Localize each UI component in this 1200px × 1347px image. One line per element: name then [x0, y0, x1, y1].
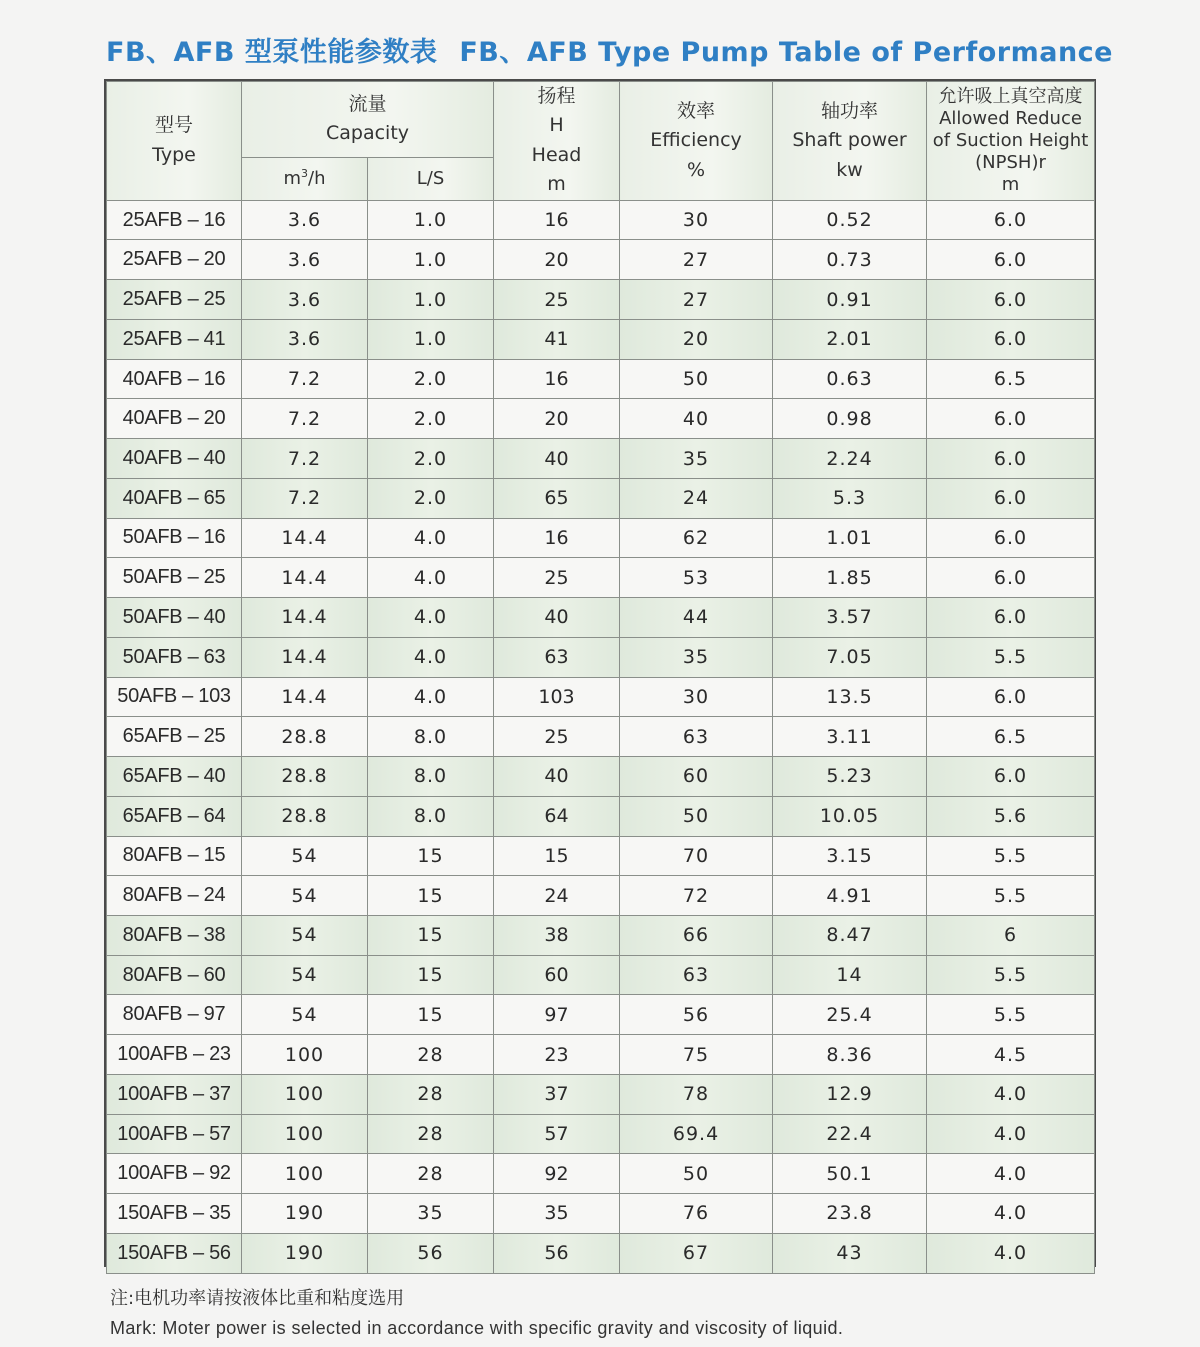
table-row [107, 1074, 1095, 1114]
header-shaft-power [773, 82, 927, 201]
cell-type: 80AFB – 97 [107, 995, 242, 1035]
cell-efficiency: 50 [620, 1154, 773, 1194]
cell-capacity-ls: 8.0 [368, 796, 494, 836]
table-row [107, 836, 1095, 876]
header-efficiency-en: Efficiency [650, 129, 742, 152]
note-cn: 注:电机功率请按液体比重和粘度选用 [110, 1288, 405, 1309]
cell-head: 40 [494, 439, 620, 479]
cell-capacity-ls: 1.0 [368, 319, 494, 359]
cell-head: 57 [494, 1114, 620, 1154]
table-row [107, 558, 1095, 598]
cell-npsh: 5.5 [927, 876, 1095, 916]
cell-capacity-m3h: 14.4 [242, 637, 368, 677]
cell-type: 50AFB – 63 [107, 637, 242, 677]
cell-capacity-m3h: 100 [242, 1114, 368, 1154]
cell-npsh: 4.0 [927, 1154, 1095, 1194]
cell-type: 40AFB – 16 [107, 359, 242, 399]
cell-capacity-m3h: 54 [242, 876, 368, 916]
header-head-symbol: H [549, 114, 564, 137]
cell-efficiency: 69.4 [620, 1114, 773, 1154]
header-shaft-power-cn: 轴功率 [821, 99, 879, 122]
header-type-en: Type [152, 143, 196, 166]
cell-type: 80AFB – 24 [107, 876, 242, 916]
cell-efficiency: 27 [620, 240, 773, 280]
cell-efficiency: 62 [620, 518, 773, 558]
page-title [106, 30, 1113, 69]
cell-type: 80AFB – 15 [107, 836, 242, 876]
cell-efficiency: 53 [620, 558, 773, 598]
performance-table-container [104, 79, 1096, 1267]
cell-capacity-m3h: 3.6 [242, 200, 368, 240]
cell-head: 97 [494, 995, 620, 1035]
cell-capacity-ls: 2.0 [368, 439, 494, 479]
cell-shaft-power: 50.1 [773, 1154, 927, 1194]
header-efficiency-cn: 效率 [677, 99, 716, 122]
cell-shaft-power: 8.47 [773, 915, 927, 955]
cell-npsh: 6.5 [927, 717, 1095, 757]
cell-shaft-power: 0.98 [773, 399, 927, 439]
unit-m-base: m [283, 167, 302, 189]
cell-type: 50AFB – 40 [107, 598, 242, 638]
header-capacity-ls: L/S [368, 157, 494, 200]
cell-shaft-power: 3.15 [773, 836, 927, 876]
cell-head: 63 [494, 637, 620, 677]
cell-capacity-ls: 28 [368, 1074, 494, 1114]
cell-npsh: 4.0 [927, 1233, 1095, 1273]
cell-type: 65AFB – 40 [107, 757, 242, 797]
cell-head: 64 [494, 796, 620, 836]
cell-type: 25AFB – 20 [107, 240, 242, 280]
cell-shaft-power: 0.73 [773, 240, 927, 280]
cell-capacity-m3h: 14.4 [242, 598, 368, 638]
cell-efficiency: 60 [620, 757, 773, 797]
cell-type: 25AFB – 41 [107, 319, 242, 359]
cell-efficiency: 63 [620, 717, 773, 757]
cell-efficiency: 66 [620, 915, 773, 955]
performance-table [106, 81, 1095, 1274]
table-row [107, 915, 1095, 955]
cell-efficiency: 24 [620, 478, 773, 518]
cell-npsh: 6.0 [927, 399, 1095, 439]
header-capacity-m3h [242, 157, 368, 200]
cell-efficiency: 44 [620, 598, 773, 638]
header-head-en: Head [531, 143, 582, 166]
cell-capacity-m3h: 54 [242, 995, 368, 1035]
cell-capacity-m3h: 7.2 [242, 399, 368, 439]
cell-capacity-ls: 15 [368, 876, 494, 916]
cell-shaft-power: 14 [773, 955, 927, 995]
table-row [107, 1114, 1095, 1154]
table-row [107, 200, 1095, 240]
page-title-cn: FB、AFB 型泵性能参数表 [106, 37, 438, 68]
header-head-cn: 扬程 [537, 85, 576, 107]
cell-shaft-power: 1.01 [773, 518, 927, 558]
cell-head: 20 [494, 240, 620, 280]
unit-m-tail: /h [308, 167, 326, 189]
cell-type: 25AFB – 16 [107, 200, 242, 240]
cell-capacity-ls: 4.0 [368, 677, 494, 717]
header-shaft-power-unit: kw [836, 158, 863, 181]
cell-shaft-power: 3.57 [773, 598, 927, 638]
cell-capacity-ls: 28 [368, 1035, 494, 1075]
cell-shaft-power: 25.4 [773, 995, 927, 1035]
cell-efficiency: 40 [620, 399, 773, 439]
cell-shaft-power: 2.01 [773, 319, 927, 359]
cell-npsh: 6.0 [927, 240, 1095, 280]
cell-efficiency: 20 [620, 319, 773, 359]
cell-shaft-power: 8.36 [773, 1035, 927, 1075]
cell-npsh: 6.0 [927, 757, 1095, 797]
header-npsh-en-line3: (NPSH)r [975, 151, 1046, 173]
cell-capacity-ls: 15 [368, 995, 494, 1035]
cell-head: 25 [494, 280, 620, 320]
cell-npsh: 6.0 [927, 280, 1095, 320]
cell-type: 150AFB – 56 [107, 1233, 242, 1273]
cell-capacity-m3h: 14.4 [242, 518, 368, 558]
table-row [107, 995, 1095, 1035]
cell-npsh: 5.5 [927, 836, 1095, 876]
table-row [107, 319, 1095, 359]
cell-npsh: 6.0 [927, 319, 1095, 359]
cell-shaft-power: 0.91 [773, 280, 927, 320]
header-capacity [242, 82, 494, 158]
cell-capacity-m3h: 7.2 [242, 478, 368, 518]
cell-type: 100AFB – 57 [107, 1114, 242, 1154]
cell-efficiency: 35 [620, 439, 773, 479]
cell-npsh: 5.5 [927, 955, 1095, 995]
cell-head: 25 [494, 717, 620, 757]
table-row [107, 439, 1095, 479]
table-row [107, 478, 1095, 518]
cell-head: 16 [494, 518, 620, 558]
table-row [107, 1194, 1095, 1234]
table-row [107, 1233, 1095, 1273]
cell-capacity-m3h: 28.8 [242, 796, 368, 836]
table-body [107, 200, 1095, 1273]
header-npsh [927, 82, 1095, 201]
header-type [107, 82, 242, 201]
header-type-cn: 型号 [154, 114, 193, 137]
cell-shaft-power: 10.05 [773, 796, 927, 836]
cell-capacity-ls: 4.0 [368, 637, 494, 677]
table-row [107, 717, 1095, 757]
header-npsh-unit: m [1001, 173, 1020, 195]
cell-capacity-ls: 4.0 [368, 598, 494, 638]
cell-shaft-power: 3.11 [773, 717, 927, 757]
cell-type: 40AFB – 65 [107, 478, 242, 518]
cell-type: 25AFB – 25 [107, 280, 242, 320]
table-row [107, 757, 1095, 797]
cell-head: 92 [494, 1154, 620, 1194]
cell-capacity-ls: 2.0 [368, 478, 494, 518]
table-row [107, 399, 1095, 439]
cell-head: 56 [494, 1233, 620, 1273]
cell-shaft-power: 1.85 [773, 558, 927, 598]
cell-head: 37 [494, 1074, 620, 1114]
cell-type: 40AFB – 40 [107, 439, 242, 479]
cell-efficiency: 70 [620, 836, 773, 876]
cell-head: 65 [494, 478, 620, 518]
cell-npsh: 4.0 [927, 1074, 1095, 1114]
cell-capacity-m3h: 28.8 [242, 717, 368, 757]
cell-npsh: 6.0 [927, 439, 1095, 479]
cell-head: 20 [494, 399, 620, 439]
cell-npsh: 6.0 [927, 478, 1095, 518]
cell-head: 16 [494, 200, 620, 240]
table-row [107, 637, 1095, 677]
table-row [107, 280, 1095, 320]
header-efficiency [620, 82, 773, 201]
table-row [107, 1154, 1095, 1194]
cell-type: 50AFB – 16 [107, 518, 242, 558]
cell-capacity-m3h: 3.6 [242, 240, 368, 280]
cell-head: 40 [494, 757, 620, 797]
cell-head: 60 [494, 955, 620, 995]
cell-shaft-power: 23.8 [773, 1194, 927, 1234]
cell-efficiency: 50 [620, 796, 773, 836]
cell-shaft-power: 12.9 [773, 1074, 927, 1114]
cell-type: 50AFB – 103 [107, 677, 242, 717]
cell-head: 40 [494, 598, 620, 638]
cell-type: 40AFB – 20 [107, 399, 242, 439]
header-efficiency-unit: % [686, 158, 706, 181]
cell-shaft-power: 5.3 [773, 478, 927, 518]
cell-efficiency: 50 [620, 359, 773, 399]
cell-head: 16 [494, 359, 620, 399]
cell-capacity-ls: 28 [368, 1114, 494, 1154]
cell-shaft-power: 7.05 [773, 637, 927, 677]
cell-capacity-ls: 28 [368, 1154, 494, 1194]
cell-efficiency: 78 [620, 1074, 773, 1114]
page-title-en: FB、AFB Type Pump Table of Performance [459, 37, 1113, 68]
cell-capacity-m3h: 3.6 [242, 280, 368, 320]
cell-capacity-ls: 8.0 [368, 717, 494, 757]
cell-capacity-ls: 56 [368, 1233, 494, 1273]
cell-type: 80AFB – 60 [107, 955, 242, 995]
cell-efficiency: 75 [620, 1035, 773, 1075]
table-row [107, 1035, 1095, 1075]
cell-shaft-power: 5.23 [773, 757, 927, 797]
cell-efficiency: 63 [620, 955, 773, 995]
note-en: Mark: Moter power is selected in accordance with specific gravity and viscosity of liquid. [110, 1318, 844, 1338]
header-shaft-power-en: Shaft power [792, 129, 907, 152]
cell-shaft-power: 0.63 [773, 359, 927, 399]
cell-capacity-ls: 4.0 [368, 558, 494, 598]
cell-npsh: 5.6 [927, 796, 1095, 836]
cell-capacity-m3h: 190 [242, 1194, 368, 1234]
cell-type: 65AFB – 64 [107, 796, 242, 836]
cell-capacity-ls: 15 [368, 955, 494, 995]
cell-shaft-power: 22.4 [773, 1114, 927, 1154]
cell-capacity-m3h: 100 [242, 1035, 368, 1075]
table-row [107, 359, 1095, 399]
cell-npsh: 5.5 [927, 637, 1095, 677]
cell-head: 38 [494, 915, 620, 955]
cell-capacity-ls: 2.0 [368, 359, 494, 399]
cell-capacity-ls: 1.0 [368, 240, 494, 280]
cell-capacity-m3h: 190 [242, 1233, 368, 1273]
cell-head: 24 [494, 876, 620, 916]
cell-efficiency: 67 [620, 1233, 773, 1273]
cell-efficiency: 72 [620, 876, 773, 916]
cell-npsh: 6.0 [927, 558, 1095, 598]
cell-capacity-m3h: 14.4 [242, 558, 368, 598]
cell-capacity-m3h: 7.2 [242, 439, 368, 479]
cell-head: 25 [494, 558, 620, 598]
cell-capacity-m3h: 54 [242, 915, 368, 955]
cell-capacity-m3h: 28.8 [242, 757, 368, 797]
cell-type: 100AFB – 92 [107, 1154, 242, 1194]
cell-npsh: 4.5 [927, 1035, 1095, 1075]
cell-shaft-power: 13.5 [773, 677, 927, 717]
cell-type: 65AFB – 25 [107, 717, 242, 757]
table-row [107, 677, 1095, 717]
cell-capacity-m3h: 100 [242, 1154, 368, 1194]
cell-capacity-ls: 2.0 [368, 399, 494, 439]
header-npsh-en-line2: of Suction Height [932, 129, 1089, 151]
cell-capacity-ls: 15 [368, 836, 494, 876]
cell-head: 103 [494, 677, 620, 717]
header-npsh-en-line1: Allowed Reduce [939, 107, 1082, 129]
cell-capacity-m3h: 54 [242, 836, 368, 876]
cell-head: 35 [494, 1194, 620, 1234]
table-row [107, 240, 1095, 280]
header-npsh-cn: 允许吸上真空高度 [938, 85, 1083, 107]
cell-efficiency: 27 [620, 280, 773, 320]
cell-npsh: 5.5 [927, 995, 1095, 1035]
header-head [494, 82, 620, 201]
table-row [107, 518, 1095, 558]
cell-npsh: 6.5 [927, 359, 1095, 399]
cell-head: 41 [494, 319, 620, 359]
cell-type: 100AFB – 37 [107, 1074, 242, 1114]
cell-efficiency: 76 [620, 1194, 773, 1234]
cell-shaft-power: 0.52 [773, 200, 927, 240]
cell-capacity-ls: 4.0 [368, 518, 494, 558]
header-capacity-en: Capacity [325, 122, 410, 145]
table-header [107, 82, 1095, 201]
cell-npsh: 4.0 [927, 1114, 1095, 1154]
table-row [107, 876, 1095, 916]
cell-efficiency: 30 [620, 677, 773, 717]
cell-shaft-power: 43 [773, 1233, 927, 1273]
cell-capacity-m3h: 3.6 [242, 319, 368, 359]
cell-capacity-m3h: 14.4 [242, 677, 368, 717]
cell-head: 15 [494, 836, 620, 876]
cell-efficiency: 35 [620, 637, 773, 677]
cell-npsh: 6.0 [927, 200, 1095, 240]
cell-npsh: 6 [927, 915, 1095, 955]
unit-m-sup: 3 [301, 166, 309, 180]
cell-capacity-m3h: 7.2 [242, 359, 368, 399]
cell-capacity-m3h: 100 [242, 1074, 368, 1114]
cell-capacity-ls: 35 [368, 1194, 494, 1234]
cell-type: 100AFB – 23 [107, 1035, 242, 1075]
table-row [107, 955, 1095, 995]
cell-efficiency: 30 [620, 200, 773, 240]
cell-npsh: 6.0 [927, 598, 1095, 638]
cell-capacity-ls: 1.0 [368, 280, 494, 320]
cell-type: 150AFB – 35 [107, 1194, 242, 1234]
cell-capacity-m3h: 54 [242, 955, 368, 995]
header-capacity-cn: 流量 [348, 92, 387, 115]
header-head-unit: m [547, 173, 566, 196]
cell-head: 23 [494, 1035, 620, 1075]
cell-capacity-ls: 1.0 [368, 200, 494, 240]
cell-npsh: 6.0 [927, 677, 1095, 717]
cell-shaft-power: 2.24 [773, 439, 927, 479]
cell-type: 80AFB – 38 [107, 915, 242, 955]
table-row [107, 796, 1095, 836]
cell-type: 50AFB – 25 [107, 558, 242, 598]
cell-npsh: 6.0 [927, 518, 1095, 558]
table-row [107, 598, 1095, 638]
cell-npsh: 4.0 [927, 1194, 1095, 1234]
cell-shaft-power: 4.91 [773, 876, 927, 916]
cell-capacity-ls: 15 [368, 915, 494, 955]
cell-efficiency: 56 [620, 995, 773, 1035]
cell-capacity-ls: 8.0 [368, 757, 494, 797]
